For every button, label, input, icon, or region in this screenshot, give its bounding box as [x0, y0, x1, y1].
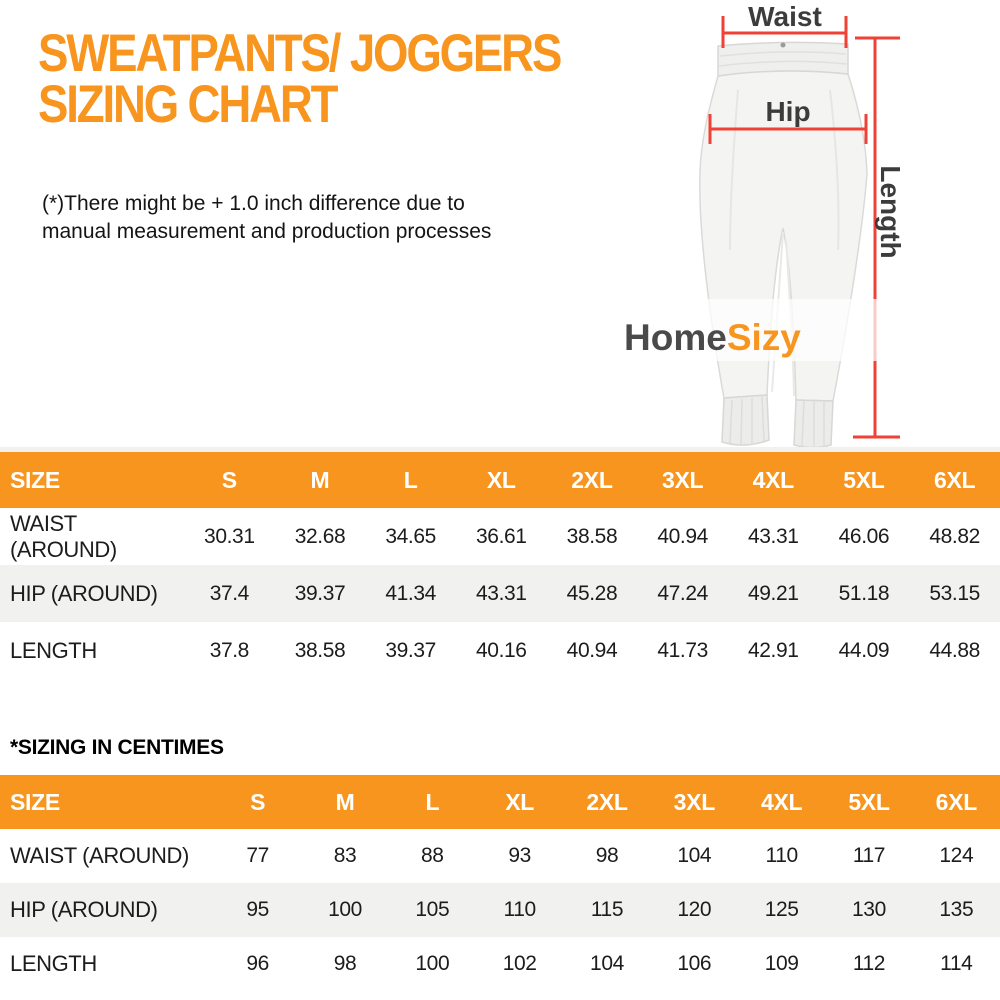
inches-row-0 — [0, 508, 1000, 565]
inches-row-0-cell-4: 38.58 — [566, 524, 618, 548]
cm-row-0-cell-4: 98 — [595, 844, 619, 867]
inches-row-2-cell-4: 40.94 — [566, 638, 618, 662]
page-title-line1: SWEATPANTS/ JOGGERS — [38, 24, 561, 83]
inches-col-2xl: 2XL — [547, 452, 638, 508]
inches-row-1 — [0, 565, 1000, 622]
cm-row-2 — [0, 937, 1000, 991]
cm-row-0-label: WAIST (AROUND) — [10, 843, 189, 868]
inches-row-0-cell-8: 48.82 — [929, 524, 980, 548]
measurement-note — [42, 190, 491, 246]
size-table-inches — [0, 452, 1000, 679]
inches-row-0-cell-5: 40.94 — [657, 524, 708, 548]
inches-col-4xl: 4XL — [728, 452, 819, 508]
inches-row-2-cell-1: 38.58 — [294, 638, 346, 662]
cm-row-0-cell-2: 88 — [421, 844, 444, 867]
inches-row-1-cell-6: 49.21 — [747, 581, 799, 605]
length-label: Length — [875, 165, 906, 259]
cm-col-6xl: 6XL — [913, 775, 1000, 829]
drawstring-knot — [781, 43, 786, 48]
cm-row-2-cell-5: 106 — [677, 952, 712, 975]
cm-header-row — [0, 775, 1000, 829]
inches-row-1-cell-1: 39.37 — [294, 581, 346, 605]
cm-row-2-cell-4: 104 — [590, 952, 624, 975]
inches-row-0-cell-7: 46.06 — [838, 524, 890, 548]
cm-col-xl: XL — [476, 775, 563, 829]
pants-diagram — [618, 0, 1000, 452]
inches-col-3xl: 3XL — [637, 452, 728, 508]
cm-row-1-cell-1: 100 — [328, 898, 362, 921]
inches-col-m: M — [275, 452, 366, 508]
cm-row-0-cell-0: 77 — [246, 844, 269, 867]
cm-row-1-cell-5: 120 — [677, 898, 712, 921]
cm-row-2-cell-7: 112 — [852, 952, 886, 975]
inches-row-0-label: WAIST (AROUND) — [10, 510, 117, 562]
inches-row-2-cell-5: 41.73 — [657, 638, 708, 662]
cm-row-1-cell-4: 115 — [590, 898, 624, 921]
cm-row-0-cell-6: 110 — [765, 844, 798, 867]
cm-row-1 — [0, 883, 1000, 937]
inches-row-2-cell-0: 37.8 — [209, 638, 249, 662]
cm-row-1-cell-2: 105 — [415, 898, 450, 921]
inches-col-s: S — [184, 452, 275, 508]
cm-row-1-cell-3: 110 — [503, 898, 536, 921]
inches-col-5xl: 5XL — [819, 452, 910, 508]
cm-col-5xl: 5XL — [825, 775, 912, 829]
inches-row-1-cell-2: 41.34 — [385, 581, 436, 605]
pants-illustration — [618, 0, 1000, 452]
inches-row-0-cell-6: 43.31 — [747, 524, 799, 548]
page-title-line2: SIZING CHART — [38, 75, 337, 134]
cm-col-l: L — [389, 775, 476, 829]
inches-row-1-label: HIP (AROUND) — [10, 580, 158, 606]
cm-row-2-cell-8: 114 — [940, 952, 973, 975]
cm-col-4xl: 4XL — [738, 775, 825, 829]
cm-col-size: SIZE — [0, 775, 214, 829]
cm-sizing-heading: *SIZING IN CENTIMES — [10, 736, 224, 759]
cm-col-3xl: 3XL — [651, 775, 738, 829]
cm-row-1-cell-0: 95 — [246, 898, 269, 921]
cm-row-2-cell-0: 96 — [246, 952, 269, 975]
page-title — [38, 24, 561, 134]
cm-row-2-label: LENGTH — [10, 951, 97, 976]
inches-row-1-cell-7: 51.18 — [838, 581, 890, 605]
inches-col-l: L — [365, 452, 456, 508]
cm-col-2xl: 2XL — [563, 775, 650, 829]
inches-row-1-cell-0: 37.4 — [209, 581, 249, 605]
inches-col-6xl: 6XL — [909, 452, 1000, 508]
inches-row-2 — [0, 622, 1000, 679]
cm-row-2-cell-1: 98 — [333, 952, 357, 975]
inches-row-1-cell-8: 53.15 — [929, 581, 980, 605]
size-table-centimeters — [0, 775, 1000, 991]
logo-home: Home — [624, 317, 727, 358]
inches-row-0-cell-0: 30.31 — [204, 524, 255, 548]
cm-row-2-cell-6: 109 — [764, 952, 799, 975]
logo-sizy: Sizy — [726, 317, 801, 358]
cm-row-0-cell-3: 93 — [508, 844, 531, 867]
cm-row-2-cell-2: 100 — [415, 952, 450, 975]
measurement-note-line2: manual measurement and production processes — [42, 220, 492, 243]
cm-row-1-cell-8: 135 — [939, 898, 974, 921]
cm-row-1-cell-6: 125 — [764, 898, 799, 921]
cm-row-0-cell-7: 117 — [852, 844, 886, 867]
cm-row-2-cell-3: 102 — [502, 952, 537, 975]
inches-col-size: SIZE — [0, 452, 184, 508]
cm-row-1-cell-7: 130 — [852, 898, 886, 921]
cm-row-1-label: HIP (AROUND) — [10, 897, 158, 922]
cm-row-0-cell-1: 83 — [333, 844, 357, 867]
inches-row-0-cell-3: 36.61 — [476, 524, 527, 548]
inches-row-1-cell-4: 45.28 — [566, 581, 618, 605]
homesizy-logo — [624, 317, 801, 358]
hip-label: Hip — [765, 96, 811, 127]
inches-row-0-cell-1: 32.68 — [294, 524, 346, 548]
inches-row-1-cell-3: 43.31 — [476, 581, 527, 605]
inches-row-2-cell-6: 42.91 — [747, 638, 799, 662]
measurement-note-line1: (*)There might be + 1.0 inch difference due to — [42, 192, 465, 215]
inches-row-2-cell-3: 40.16 — [476, 638, 527, 662]
cm-row-0 — [0, 829, 1000, 883]
cm-row-0-cell-5: 104 — [677, 844, 712, 867]
inches-row-2-cell-8: 44.88 — [929, 638, 980, 662]
inches-row-1-cell-5: 47.24 — [657, 581, 708, 605]
cm-col-m: M — [301, 775, 388, 829]
cm-row-0-cell-8: 124 — [939, 844, 974, 867]
inches-row-0-cell-2: 34.65 — [385, 524, 436, 548]
inches-row-2-label: LENGTH — [10, 637, 97, 663]
inches-col-xl: XL — [456, 452, 547, 508]
inches-row-2-cell-2: 39.37 — [385, 638, 436, 662]
inches-row-2-cell-7: 44.09 — [838, 638, 890, 662]
inches-header-row — [0, 452, 1000, 508]
cm-col-s: S — [214, 775, 301, 829]
waist-label: Waist — [748, 1, 822, 32]
